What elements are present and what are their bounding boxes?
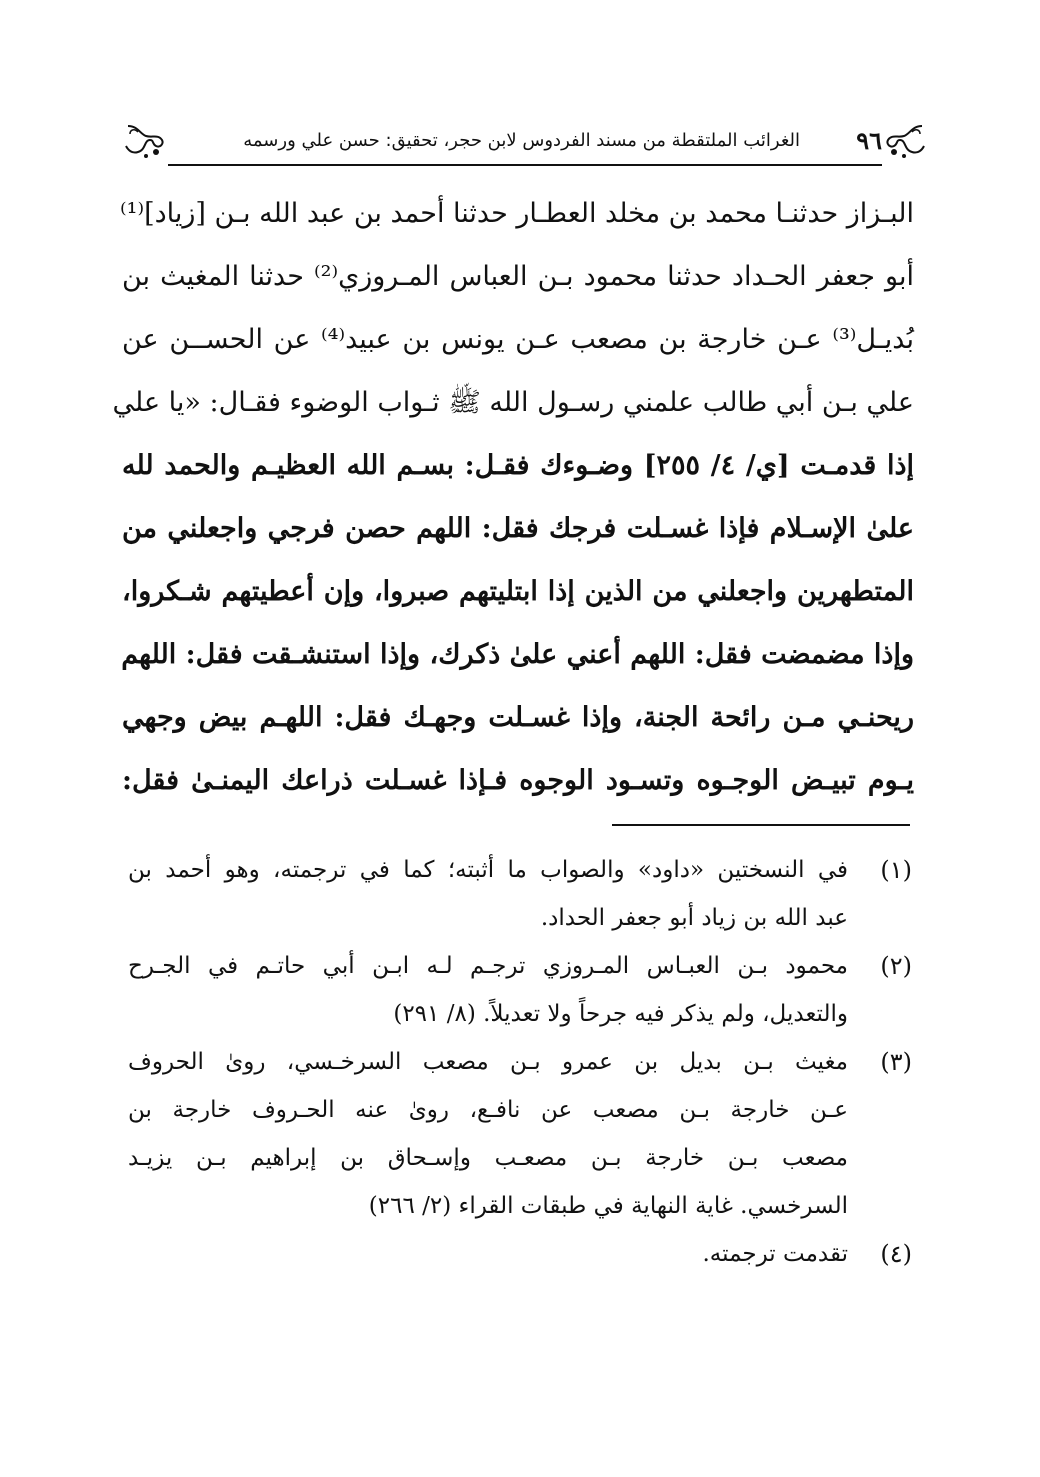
text-line: أبو جعفر الحـداد حدثنا محمود بـن العباس المـروزي⁽²⁾ حدثنا المغيث بن bbox=[122, 261, 914, 292]
header-rule bbox=[168, 164, 882, 166]
text-line: علىٰ الإسـلام فإذا غسـلت فرجك فقل: اللهم حصن فرجي واجعلني من bbox=[122, 513, 914, 544]
footnote-line: محمود بـن العبـاس المـروزي ترجـم لـه ابـن أبي حاتـم في الجـرح bbox=[128, 953, 848, 979]
text-line: ريحنـي مـن رائحة الجنة، وإذا غسـلت وجهـك فقل: اللهـم بيض وجهي bbox=[122, 702, 914, 733]
footnote-number: (٣) bbox=[880, 1048, 912, 1076]
ornament-icon bbox=[124, 122, 168, 162]
text-line: إذا قدمـت [ي/ ٤/ ٢٥٥] وضـوءك فقـل: بسـم الله العظيـم والحمد لله bbox=[122, 450, 915, 481]
footnote bbox=[128, 1038, 912, 1230]
footnote-number: (٤) bbox=[880, 1240, 912, 1268]
text-line: المتطهرين واجعلني من الذين إذا ابتليتهم صبروا، وإن أعطيتهم شـكروا، bbox=[122, 576, 914, 607]
footnote-line: في النسختين «داود» والصواب ما أثبته؛ كما في ترجمته، وهو أحمد بن bbox=[128, 857, 848, 883]
text-line: بُديـل⁽³⁾ عـن خارجة بن مصعب عـن يونس بن عبيد⁽⁴⁾ عن الحســن عن bbox=[122, 324, 914, 355]
footnote bbox=[128, 1230, 912, 1278]
footnote-number: (٢) bbox=[880, 952, 912, 980]
page-header bbox=[128, 116, 920, 166]
ornament-icon bbox=[882, 122, 926, 162]
footnote-line: مصعب بـن خارجة بـن مصعـب وإسـحاق بن إبراهيم بـن يزيـد bbox=[128, 1145, 848, 1171]
main-text bbox=[112, 182, 915, 812]
footnotes bbox=[128, 846, 912, 1278]
page-number: ٩٦ bbox=[856, 126, 882, 155]
text-line: وإذا مضمضت فقل: اللهم أعني علىٰ ذكرك، وإذا استنشـقت فقل: اللهم bbox=[121, 639, 914, 670]
running-title: الغرائب الملتقطة من مسند الفردوس لابن حجر، تحقيق: حسن علي ورسمه bbox=[243, 130, 800, 151]
footnote-separator bbox=[612, 824, 910, 826]
footnote bbox=[128, 846, 912, 942]
footnote-number: (١) bbox=[880, 856, 912, 884]
text-line: علي بـن أبي طالب علمني رسـول الله ﷺ ثـواب الوضوء فقـال: «يا علي bbox=[112, 387, 914, 418]
text-line: البـزاز حدثنـا محمد بن مخلد العطـار حدثنا أحمد بن عبد الله بـن [زياد]⁽¹⁾ bbox=[119, 198, 914, 229]
footnote-line: عـن خارجة بـن مصعب عن نافـع، روىٰ عنه الحـروف خارجة بن bbox=[128, 1097, 849, 1123]
footnote-line: تقدمت ترجمته. bbox=[702, 1241, 848, 1267]
footnote-line: والتعديل، ولم يذكر فيه جرحاً ولا تعديلاً. (٨/ ٢٩١) bbox=[393, 1001, 848, 1027]
footnote-line: السرخسي. غاية النهاية في طبقات القراء (٢/ ٢٦٦) bbox=[368, 1193, 848, 1219]
text-line: يـوم تبيـض الوجـوه وتسـود الوجوه فـإذا غسـلت ذراعك اليمنـىٰ فقل: bbox=[122, 765, 914, 796]
footnote-line: عبد الله بن زياد أبو جعفر الحداد. bbox=[540, 905, 848, 931]
footnote-line: مغيث بـن بديل بن عمرو بـن مصعب السرخـسي، روىٰ الحروف bbox=[128, 1049, 848, 1075]
footnote bbox=[128, 942, 912, 1038]
